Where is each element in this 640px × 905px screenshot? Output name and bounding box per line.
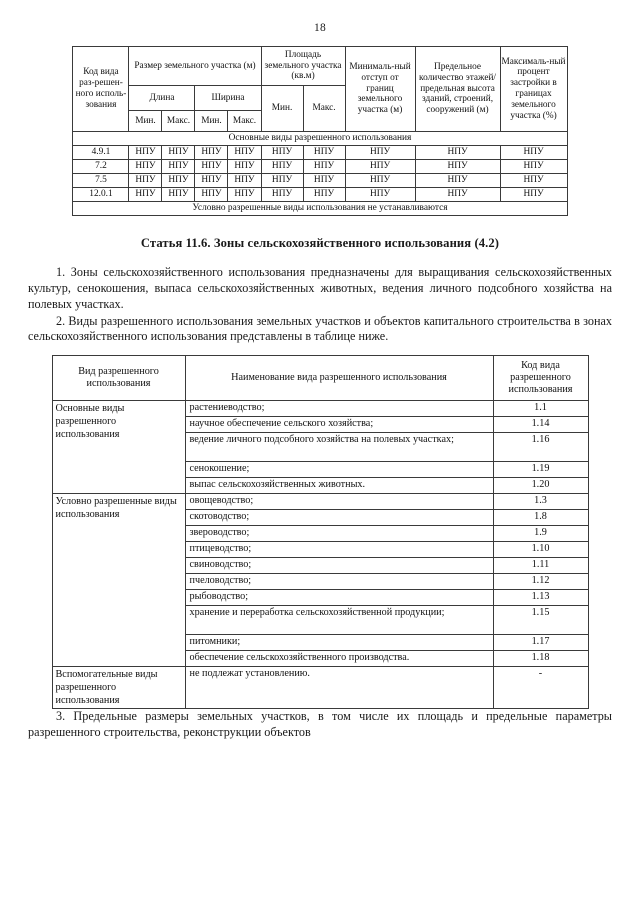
cell-floors: НПУ [415, 174, 500, 188]
header-code: Код вида раз-решен-ного исполь-зования [73, 47, 129, 132]
cell-area-min: НПУ [261, 160, 303, 174]
header-area-min: Мин. [261, 86, 303, 132]
use-name: овощеводство; [185, 494, 493, 510]
cell-area-max: НПУ [303, 146, 345, 160]
cell-length-max: НПУ [162, 146, 195, 160]
cell-length-min: НПУ [129, 188, 162, 202]
use-name: научное обеспечение сельского хозяйства; [185, 417, 493, 433]
use-code: 1.1 [493, 401, 588, 417]
permitted-uses-table [52, 355, 589, 709]
cell-width-min: НПУ [195, 146, 228, 160]
cell-length-min: НПУ [129, 146, 162, 160]
header-area-max: Макс. [303, 86, 345, 132]
cell-floors: НПУ [415, 188, 500, 202]
header-use-name: Наименование вида разрешенного использования [185, 356, 493, 401]
use-code: 1.13 [493, 590, 588, 606]
header-length: Длина [129, 86, 195, 111]
table-row [73, 47, 567, 86]
header-length-min: Мин. [129, 111, 162, 132]
use-name: ведение личного подсобного хозяйства на полевых участках; [185, 433, 493, 462]
use-code: 1.16 [493, 433, 588, 462]
cell-setback: НПУ [345, 160, 415, 174]
use-name: птицеводство; [185, 542, 493, 558]
table-band-row [73, 132, 567, 146]
use-name: растениеводство; [185, 401, 493, 417]
cell-setback: НПУ [345, 188, 415, 202]
paragraph-2: 2. Виды разрешенного использования земельных участков и объектов капитального строительства в зонах сельскохозяйственного использования представлены в таблице ниже. [28, 313, 612, 344]
header-use-kind: Вид разрешенного использования [52, 356, 185, 401]
use-code: 1.20 [493, 478, 588, 494]
cell-area-max: НПУ [303, 188, 345, 202]
use-code: - [493, 667, 588, 709]
cell-width-max: НПУ [228, 160, 261, 174]
use-name: пчеловодство; [185, 574, 493, 590]
row-code: 7.2 [73, 160, 129, 174]
cell-area-max: НПУ [303, 160, 345, 174]
cell-floors: НПУ [415, 146, 500, 160]
band-main-uses: Основные виды разрешенного использования [73, 132, 567, 146]
cell-coverage: НПУ [500, 146, 567, 160]
page-number: 18 [314, 22, 326, 34]
header-length-max: Макс. [162, 111, 195, 132]
table-row [73, 160, 567, 174]
cell-area-min: НПУ [261, 174, 303, 188]
cell-width-min: НПУ [195, 188, 228, 202]
table-row [73, 146, 567, 160]
header-floors: Предельное количество этажей/ предельная высота зданий, строений, сооружений (м) [415, 47, 500, 132]
header-use-code: Код вида разрешенного использования [493, 356, 588, 401]
header-setback: Минималь-ный отступ от границ земельного участка (м) [345, 47, 415, 132]
table-band-row [73, 202, 567, 216]
cell-width-max: НПУ [228, 174, 261, 188]
cell-length-min: НПУ [129, 160, 162, 174]
use-group-label: Вспомогательные виды разрешенного использования [52, 667, 185, 709]
cell-area-max: НПУ [303, 174, 345, 188]
cell-width-min: НПУ [195, 174, 228, 188]
use-code: 1.14 [493, 417, 588, 433]
cell-setback: НПУ [345, 146, 415, 160]
table-row [52, 401, 588, 417]
cell-area-min: НПУ [261, 146, 303, 160]
header-coverage: Максималь-ный процент застройки в границах земельного участка (%) [500, 47, 567, 132]
use-code: 1.11 [493, 558, 588, 574]
cell-length-max: НПУ [162, 160, 195, 174]
table-row [73, 188, 567, 202]
use-code: 1.8 [493, 510, 588, 526]
table-row [52, 667, 588, 709]
cell-area-min: НПУ [261, 188, 303, 202]
header-size: Размер земельного участка (м) [129, 47, 261, 86]
cell-coverage: НПУ [500, 174, 567, 188]
cell-length-min: НПУ [129, 174, 162, 188]
header-area: Площадь земельного участка (кв.м) [261, 47, 345, 86]
table-row [73, 174, 567, 188]
use-group-label: Основные виды разрешенного использования [52, 401, 185, 494]
use-name: скотоводство; [185, 510, 493, 526]
paragraph-3: 3. Предельные размеры земельных участков, в том числе их площадь и предельные параметры разрешенного строительства, реконструкции объектов [28, 709, 612, 740]
header-width: Ширина [195, 86, 261, 111]
cell-floors: НПУ [415, 160, 500, 174]
cell-coverage: НПУ [500, 188, 567, 202]
use-name: звероводство; [185, 526, 493, 542]
cell-length-max: НПУ [162, 188, 195, 202]
use-name: выпас сельскохозяйственных животных. [185, 478, 493, 494]
row-code: 7.5 [73, 174, 129, 188]
use-code: 1.17 [493, 635, 588, 651]
row-code: 4.9.1 [73, 146, 129, 160]
use-code: 1.3 [493, 494, 588, 510]
use-code: 1.19 [493, 462, 588, 478]
use-name: хранение и переработка сельскохозяйственной продукции; [185, 606, 493, 635]
cell-setback: НПУ [345, 174, 415, 188]
cell-length-max: НПУ [162, 174, 195, 188]
cell-coverage: НПУ [500, 160, 567, 174]
use-name: рыбоводство; [185, 590, 493, 606]
use-name: не подлежат установлению. [185, 667, 493, 709]
table-row [52, 494, 588, 510]
table-row [52, 356, 588, 401]
article-title: Статья 11.6. Зоны сельскохозяйственного использования (4.2) [140, 236, 500, 250]
row-code: 12.0.1 [73, 188, 129, 202]
use-name: сенокошение; [185, 462, 493, 478]
use-name: обеспечение сельскохозяйственного производства. [185, 651, 493, 667]
use-name: свиноводство; [185, 558, 493, 574]
paragraph-1: 1. Зоны сельскохозяйственного использования предназначены для выращивания сельскохозяйственных культур, сенокошения, выпаса сельскохозяйственных животных, ведения личного подсобного хозяйства на полевых участках. [28, 265, 612, 311]
header-width-min: Мин. [195, 111, 228, 132]
use-name: питомники; [185, 635, 493, 651]
cell-width-max: НПУ [228, 188, 261, 202]
cell-width-min: НПУ [195, 160, 228, 174]
use-code: 1.15 [493, 606, 588, 635]
use-code: 1.9 [493, 526, 588, 542]
parameters-table [72, 46, 567, 216]
band-conditional-uses: Условно разрешенные виды использования не устанавливаются [73, 202, 567, 216]
cell-width-max: НПУ [228, 146, 261, 160]
use-code: 1.10 [493, 542, 588, 558]
header-width-max: Макс. [228, 111, 261, 132]
use-group-label: Условно разрешенные виды использования [52, 494, 185, 667]
use-code: 1.18 [493, 651, 588, 667]
use-code: 1.12 [493, 574, 588, 590]
